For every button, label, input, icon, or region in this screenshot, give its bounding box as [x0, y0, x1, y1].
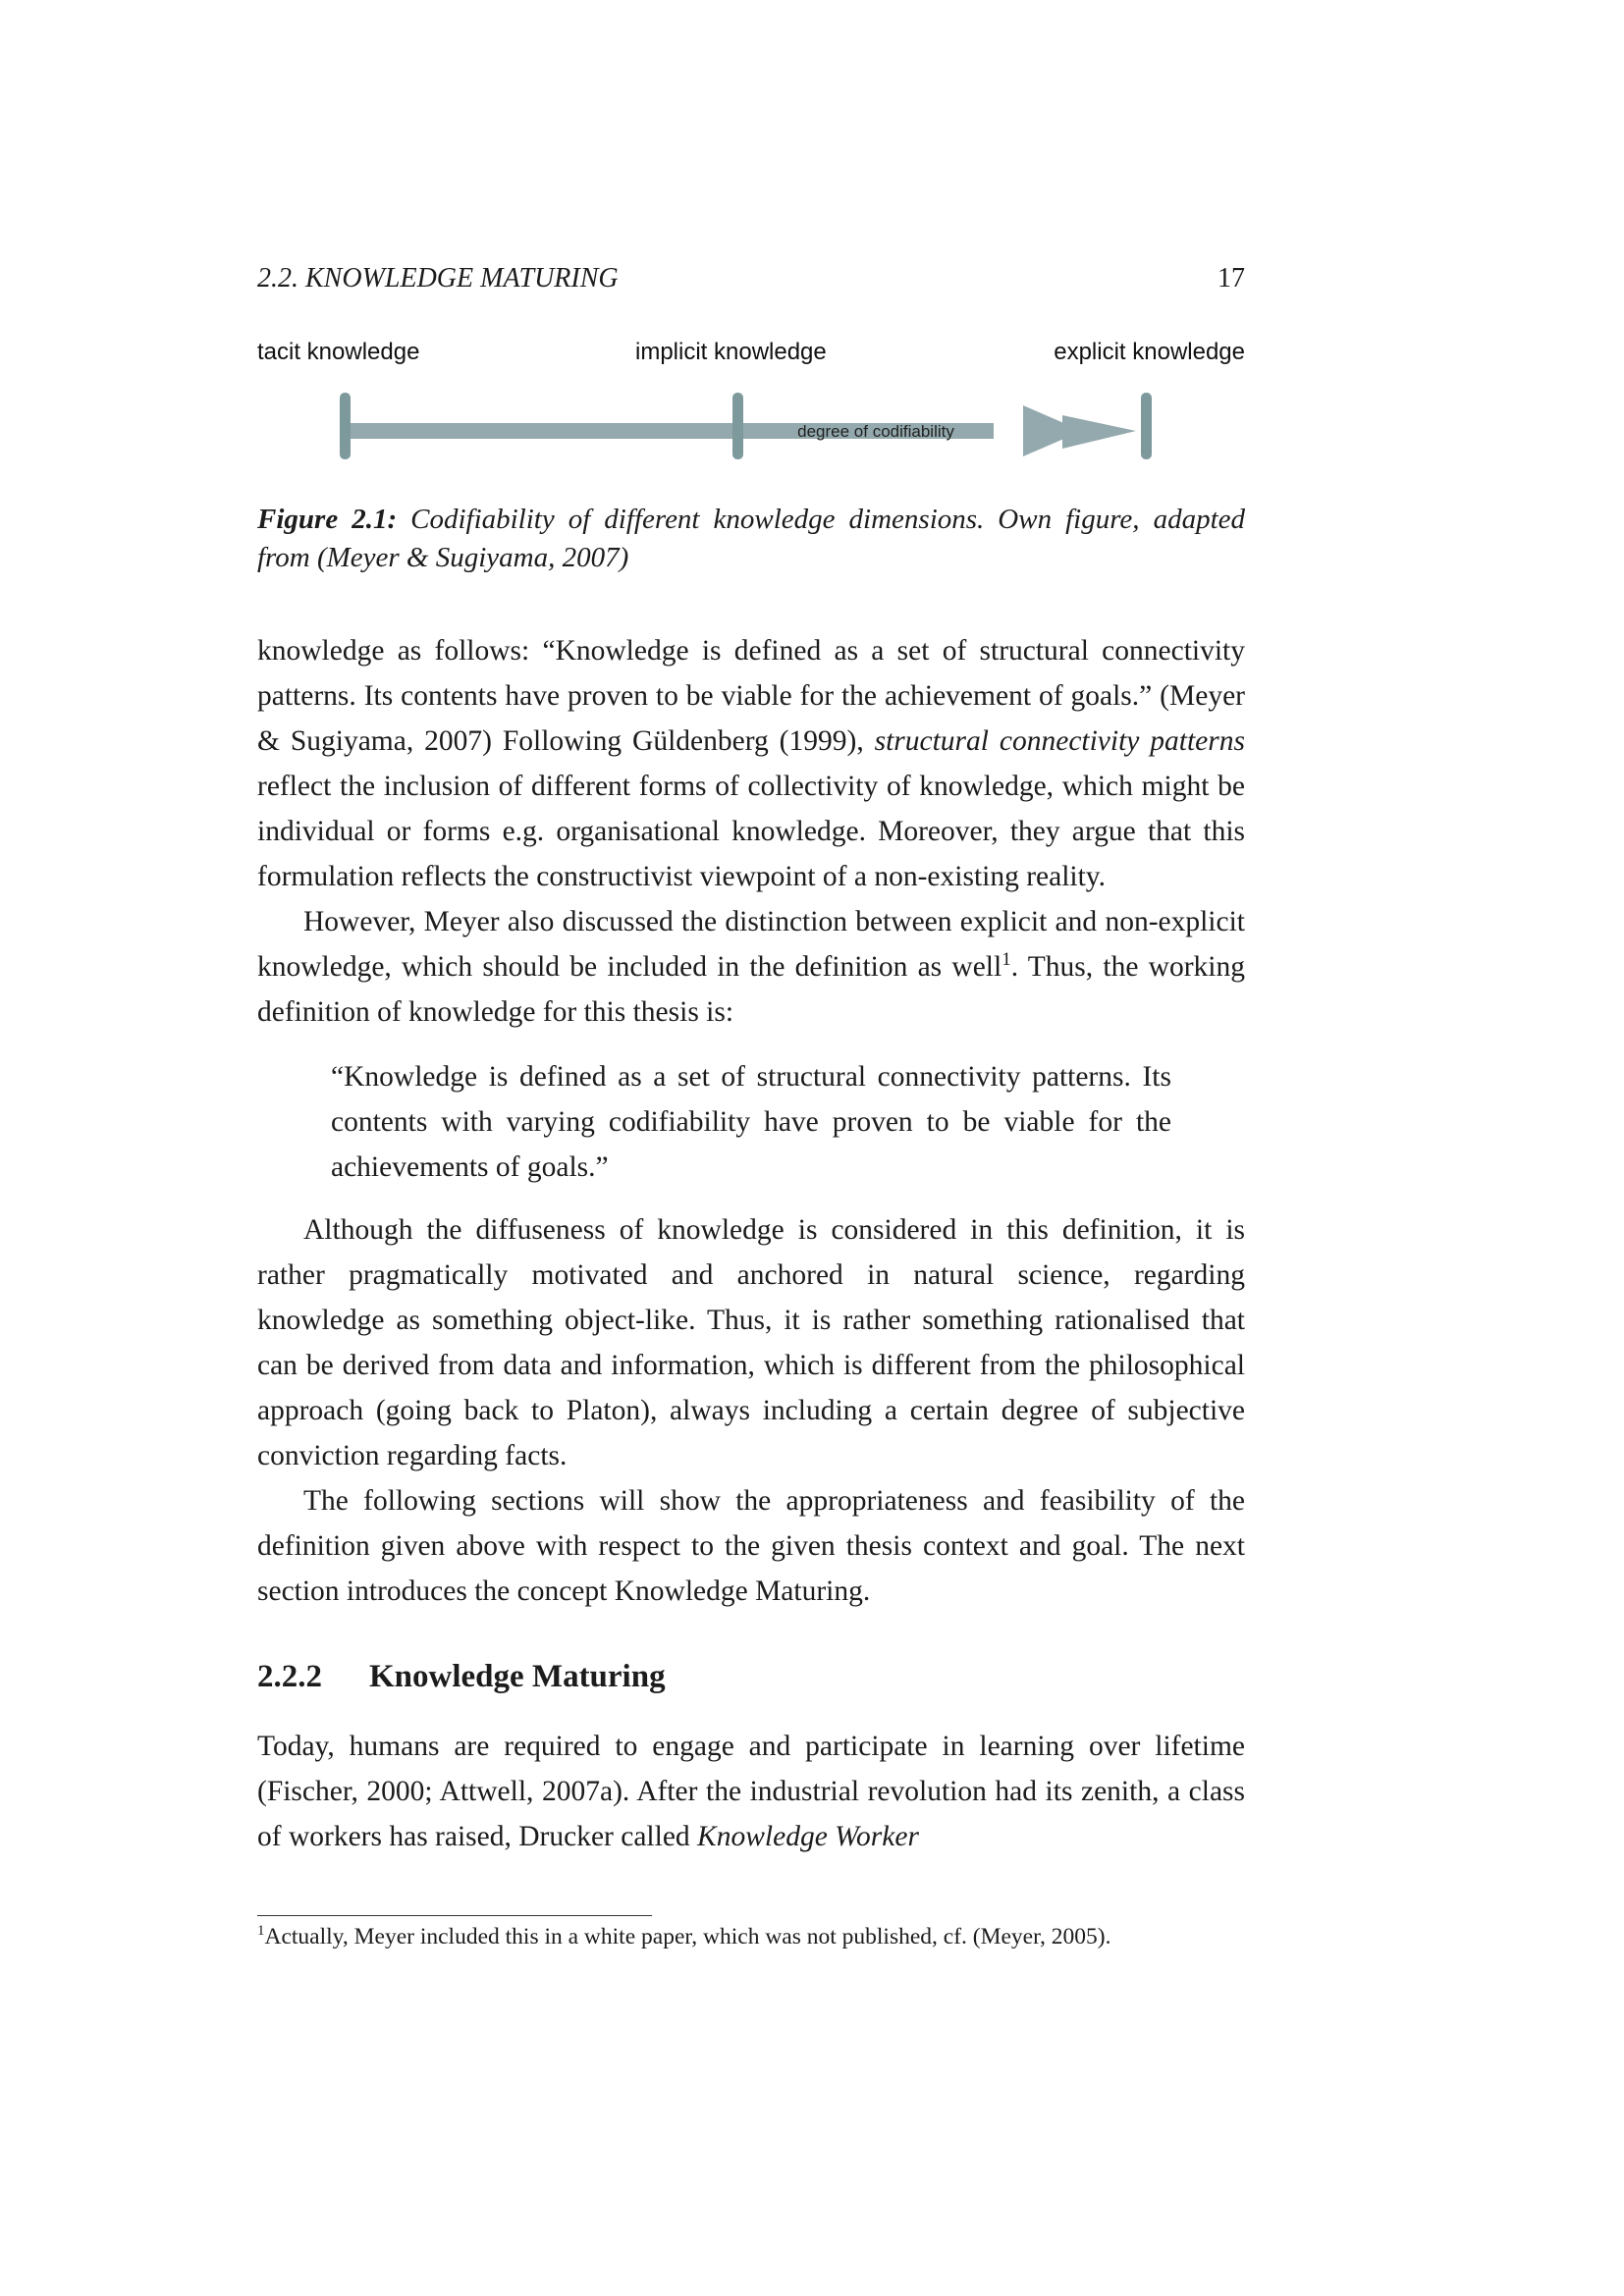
running-header	[257, 263, 1245, 294]
axis-label-codifiability: degree of codifiability	[797, 422, 954, 441]
paragraph-5-emphasis: Knowledge Worker	[697, 1821, 919, 1852]
definition-quote: “Knowledge is defined as a set of structural connectivity patterns. Its contents with varying codifiability have proven to be viable for the achievements of goals.”	[331, 1061, 1171, 1183]
caption-text: Codifiability of different knowledge dimensions. Own figure, adapted from (Meyer & Sugiyama, 2007)	[257, 504, 1245, 573]
figure-caption	[257, 501, 1245, 577]
footnote-mark: 1	[257, 1923, 265, 1940]
footnote-divider	[257, 1915, 652, 1916]
section-heading	[257, 1655, 1245, 1698]
tick-tacit	[340, 393, 351, 459]
label-tacit-knowledge: tacit knowledge	[257, 339, 420, 365]
paragraph-2-text-a: However, Meyer also discussed the distinction between explicit and non-explicit knowledge, which should be included in the definition as well	[257, 906, 1245, 983]
paragraph-1-text-b: reflect the inclusion of different forms of collectivity of knowledge, which might be individual or forms e.g. organisational knowledge. Moreover, they argue that this formulation reflects the constructivist viewpoint of a non-existing reality.	[257, 771, 1245, 892]
paragraph-1	[257, 628, 1245, 899]
paragraph-2-text-b: . Thus, the working definition of knowledge for this thesis is:	[257, 951, 1245, 1028]
paragraph-1-text-a: knowledge as follows: “Knowledge is defined as a set of structural connectivity patterns. Its contents have proven to be viable for the achievement of goals.” (Meyer & Sugiyama, 2007) Following Güldenberg (1999),	[257, 635, 1245, 757]
tick-implicit	[732, 393, 743, 459]
paragraph-5-text: Today, humans are required to engage and participate in learning over lifetime (Fischer, 2000; Attwell, 2007a). After the industrial revolution had its zenith, a class of workers has raised, Drucker called	[257, 1731, 1245, 1852]
paragraph-2	[257, 899, 1245, 1035]
footnote-1	[257, 1921, 1245, 1953]
paragraph-1-emphasis: structural connectivity patterns	[874, 725, 1245, 757]
arrowhead-2	[1062, 415, 1136, 449]
section-title: Knowledge Maturing	[369, 1659, 666, 1694]
label-implicit-knowledge: implicit knowledge	[635, 339, 827, 365]
label-explicit-knowledge: explicit knowledge	[1054, 339, 1245, 365]
paragraph-3: Although the diffuseness of knowledge is considered in this definition, it is rather pragmatically motivated and anchored in natural science, regarding knowledge as something object-like. Thus, it is rather something rationalised that can be derived from data and information, which is different from the philosophical approach (going back to Platon), always including a certain degree of subjective conviction regarding facts.	[257, 1214, 1245, 1471]
footnote-ref-1[interactable]: 1	[1001, 949, 1011, 971]
header-section-title: 2.2. KNOWLEDGE MATURING	[257, 263, 619, 294]
figure-codifiability	[257, 339, 1245, 476]
page-number: 17	[1218, 263, 1245, 294]
section-number: 2.2.2	[257, 1659, 322, 1694]
paragraph-5	[257, 1724, 1245, 1859]
body-text	[257, 628, 1245, 1859]
paragraph-4: The following sections will show the appropriateness and feasibility of the definition given above with respect to the given thesis context and goal. The next section introduces the concept Knowledge Maturing.	[257, 1485, 1245, 1607]
footnote-text: Actually, Meyer included this in a white paper, which was not published, cf. (Meyer, 2005).	[264, 1924, 1111, 1949]
tick-explicit	[1141, 393, 1152, 459]
codifiability-diagram	[257, 339, 1245, 476]
caption-label: Figure 2.1:	[257, 504, 398, 535]
